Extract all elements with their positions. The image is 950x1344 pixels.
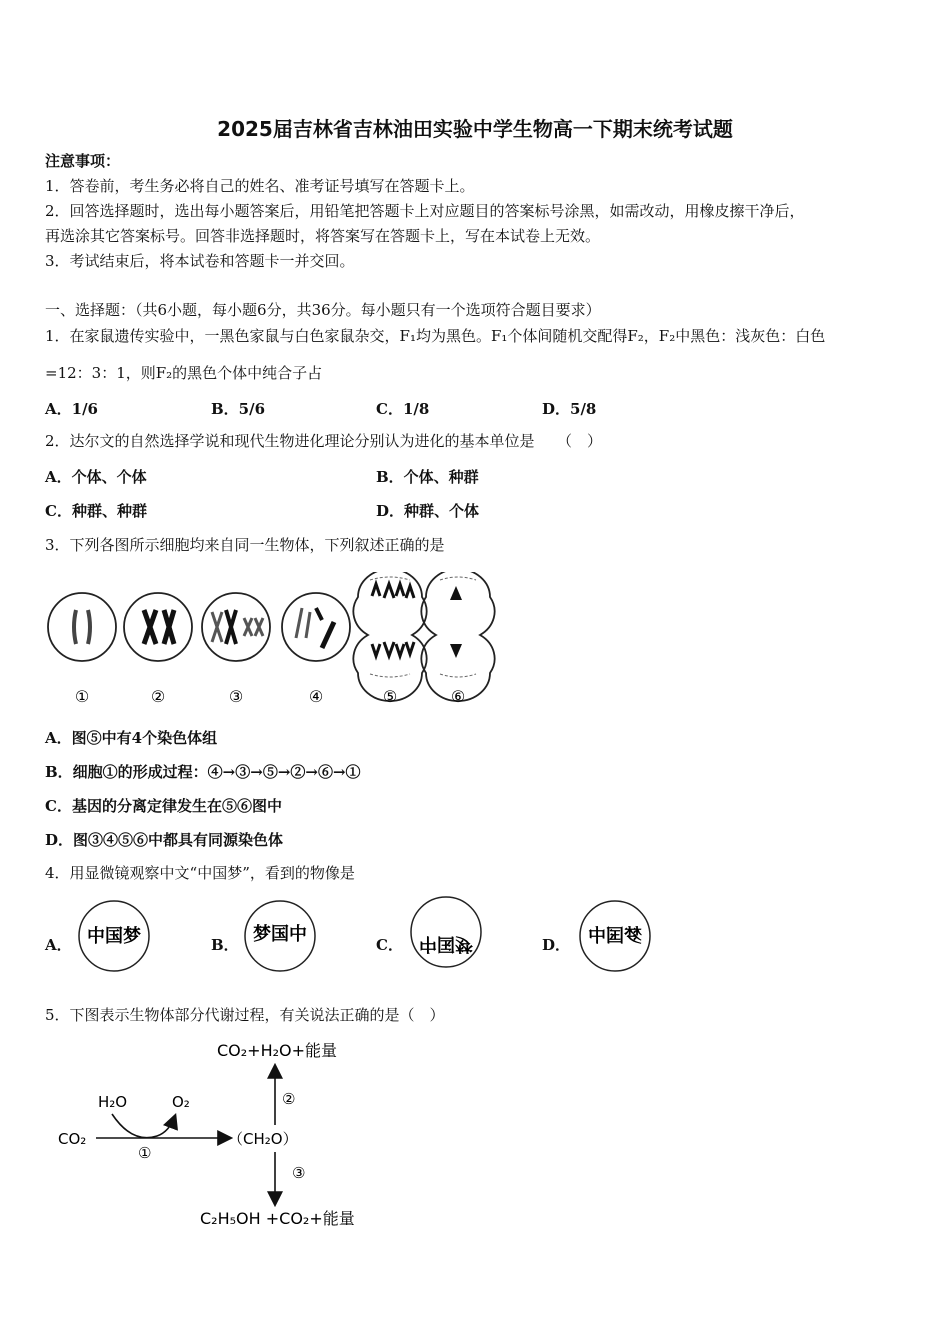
step-3: ③ [292,1164,306,1182]
option-b-image [242,898,318,974]
cell-label-5: ⑤ [382,687,398,706]
cell-1 [48,593,116,661]
option-b: B．细胞①的形成过程：④→③→⑤→②→⑥→① [45,763,361,781]
section-heading: 一、选择题：（共6小题，每小题6分，共36分。每小题只有一个选项符合题目要求） [45,301,601,319]
page-title: 2025届吉林省吉林油田实验中学生物高一下期末统考试题 [217,117,733,141]
notice-item: 再选涂其它答案标号。回答非选择题时，将答案写在答题卡上，写在本试卷上无效。 [45,227,601,245]
cell-4 [282,593,350,661]
question-stem: 2．达尔文的自然选择学说和现代生物进化理论分别认为进化的基本单位是 （ ） [45,432,603,450]
cell-label-3: ③ [228,687,244,706]
option-c: C．基因的分离定律发生在⑤⑥图中 [45,797,282,815]
option-c-letter: C． [376,936,403,954]
question-stem: 3．下列各图所示细胞均来自同一生物体，下列叙述正确的是 [45,536,445,554]
option-d-image-text: 梦国中 [588,926,642,947]
cell-3 [202,593,270,661]
cell-label-2: ② [150,687,166,706]
option-b: B．个体、种群 [376,468,479,486]
option-d: D．5/8 [542,400,597,418]
option-a: A．1/6 [45,400,98,418]
notice-heading: 注意事项： [45,152,121,170]
option-d: D．种群、个体 [376,502,480,520]
cell-2 [124,593,192,661]
notice-item: 3．考试结束后，将本试卷和答题卡一并交回。 [45,252,355,270]
label-ch2o: （CH₂O） [228,1130,298,1148]
option-a: A．图⑤中有4个染色体组 [45,729,218,747]
question-stem: 5．下图表示生物体部分代谢过程，有关说法正确的是（ ） [45,1006,445,1024]
product-bottom: C₂H₅OH +CO₂+能量 [200,1209,355,1228]
step-2: ② [282,1090,296,1108]
cell-5 [353,572,426,701]
option-c: C．种群、种群 [45,502,147,520]
option-d-image [577,898,653,974]
label-o2: O₂ [172,1093,190,1111]
cell-division-figure [40,572,500,712]
option-d: D．图③④⑤⑥中都具有同源染色体 [45,831,284,849]
option-c: C．1/8 [376,400,430,418]
option-b-letter: B． [211,936,239,954]
cell-label-6: ⑥ [450,687,466,706]
label-co2: CO₂ [58,1130,87,1148]
question-stem: 1．在家鼠遗传实验中，一黑色家鼠与白色家鼠杂交，F₁均为黑色。F₁个体间随机交配得F₂，F₂中黑色：浅灰色：白色 [45,327,826,345]
question-stem: =12：3：1，则F₂的黑色个体中纯合子占 [45,364,323,382]
option-a: A．个体、个体 [45,468,147,486]
option-a-image-text: 中国梦 [87,926,141,947]
option-c-image [408,894,484,970]
metabolism-diagram [50,1030,390,1235]
product-top: CO₂+H₂O+能量 [217,1041,338,1060]
question-stem: 4．用显微镜观察中文“中国梦”，看到的物像是 [45,864,355,882]
option-b-image-text: 梦国中 [253,924,307,945]
option-a-image [76,898,152,974]
notice-item: 2．回答选择题时，选出每小题答案后，用铅笔把答题卡上对应题目的答案标号涂黑，如需改动，用橡皮擦干净后， [45,202,805,220]
option-b: B．5/6 [211,400,266,418]
cell-label-4: ④ [308,687,324,706]
option-c-image-text: 中国梦 [419,933,473,954]
arrow-h2o-o2 [112,1114,175,1138]
label-h2o: H₂O [98,1093,128,1111]
cell-label-1: ① [74,687,90,706]
option-a-letter: A． [45,936,72,954]
option-d-letter: D． [542,936,571,954]
cell-6 [421,572,494,701]
notice-item: 1．答卷前，考生务必将自己的姓名、准考证号填写在答题卡上。 [45,177,475,195]
step-1: ① [138,1144,152,1162]
